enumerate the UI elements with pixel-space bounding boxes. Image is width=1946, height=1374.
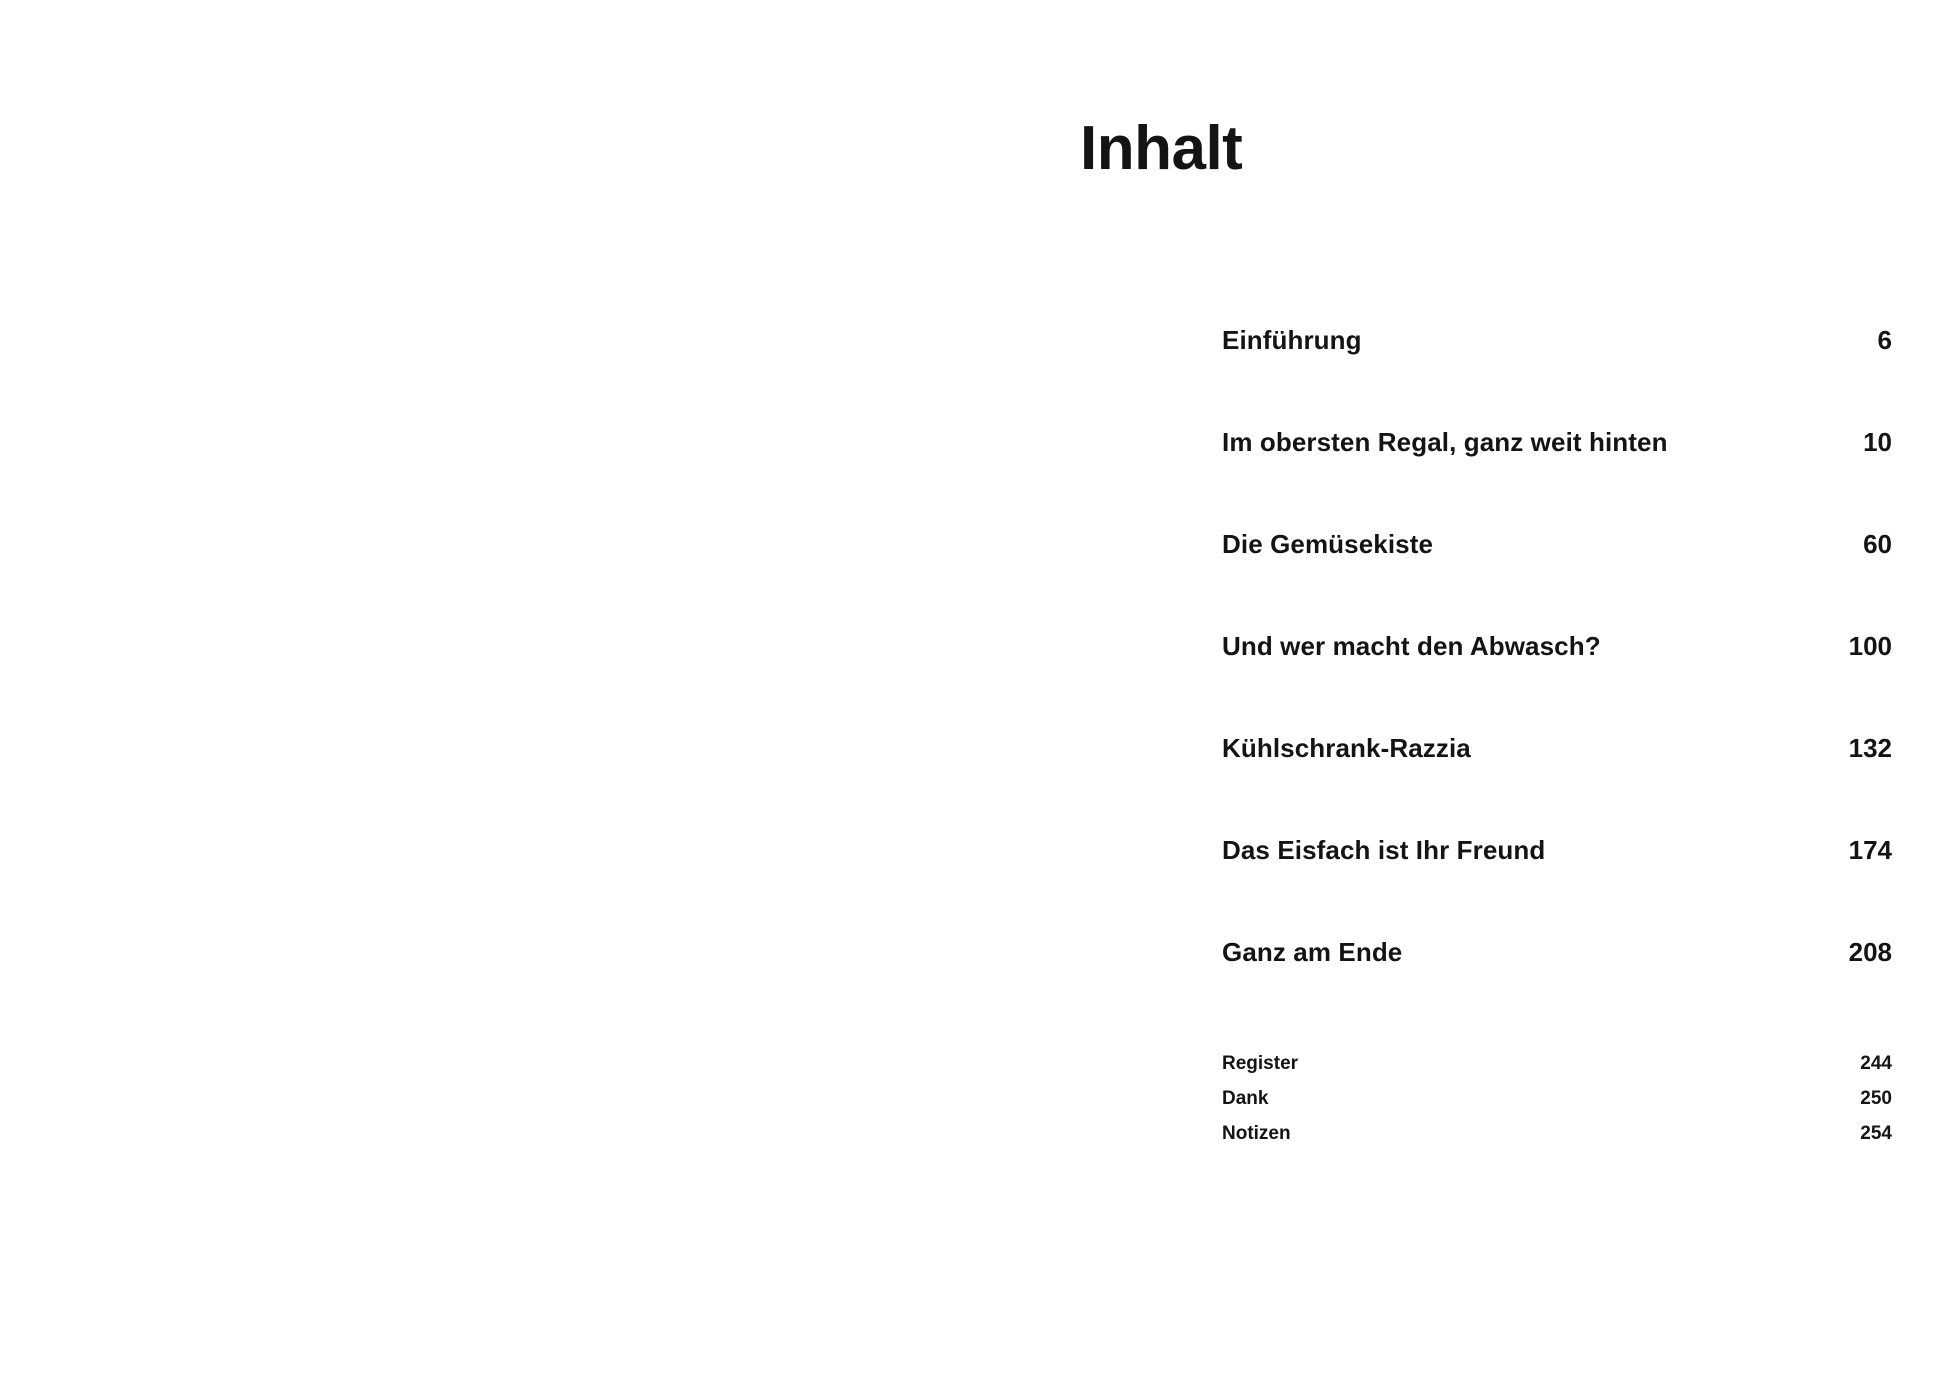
toc-back-entry-page: 250 bbox=[1860, 1088, 1892, 1109]
toc-entry[interactable] bbox=[1222, 631, 1892, 733]
toc-main-list bbox=[1222, 325, 1892, 1039]
toc-entry-page: 100 bbox=[1848, 631, 1892, 661]
toc-entry[interactable] bbox=[1222, 937, 1892, 1039]
toc-entry-label: Kühlschrank-Razzia bbox=[1222, 733, 1471, 763]
toc-entry-label: Ganz am Ende bbox=[1222, 937, 1403, 967]
toc-entry[interactable] bbox=[1222, 835, 1892, 937]
toc-back-matter-list bbox=[1222, 1053, 1892, 1158]
toc-entry-label: Einführung bbox=[1222, 325, 1362, 355]
toc-back-entry-label: Notizen bbox=[1222, 1123, 1291, 1144]
toc-back-entry[interactable] bbox=[1222, 1123, 1892, 1158]
toc-entry-label: Im obersten Regal, ganz weit hinten bbox=[1222, 427, 1668, 457]
toc-entry-page: 174 bbox=[1848, 835, 1892, 865]
toc-entry-page: 60 bbox=[1863, 529, 1892, 559]
toc-entry-label: Und wer macht den Abwasch? bbox=[1222, 631, 1601, 661]
toc-back-entry-label: Dank bbox=[1222, 1088, 1269, 1109]
toc-entry-label: Das Eisfach ist Ihr Freund bbox=[1222, 835, 1546, 865]
toc-back-entry-page: 254 bbox=[1860, 1123, 1892, 1144]
toc-entry-page: 10 bbox=[1863, 427, 1892, 457]
toc-entry-label: Die Gemüsekiste bbox=[1222, 529, 1434, 559]
toc-back-entry[interactable] bbox=[1222, 1088, 1892, 1123]
toc-back-entry-page: 244 bbox=[1860, 1053, 1892, 1074]
toc-entry-page: 208 bbox=[1848, 937, 1892, 967]
page-title: Inhalt bbox=[1080, 114, 1243, 183]
toc-back-entry[interactable] bbox=[1222, 1053, 1892, 1088]
toc-back-entry-label: Register bbox=[1222, 1053, 1299, 1074]
toc-entry-page: 132 bbox=[1848, 733, 1892, 763]
toc-entry[interactable] bbox=[1222, 733, 1892, 835]
toc-entry-page: 6 bbox=[1877, 325, 1892, 355]
toc-entry[interactable] bbox=[1222, 529, 1892, 631]
toc-entry[interactable] bbox=[1222, 325, 1892, 427]
toc-entry[interactable] bbox=[1222, 427, 1892, 529]
